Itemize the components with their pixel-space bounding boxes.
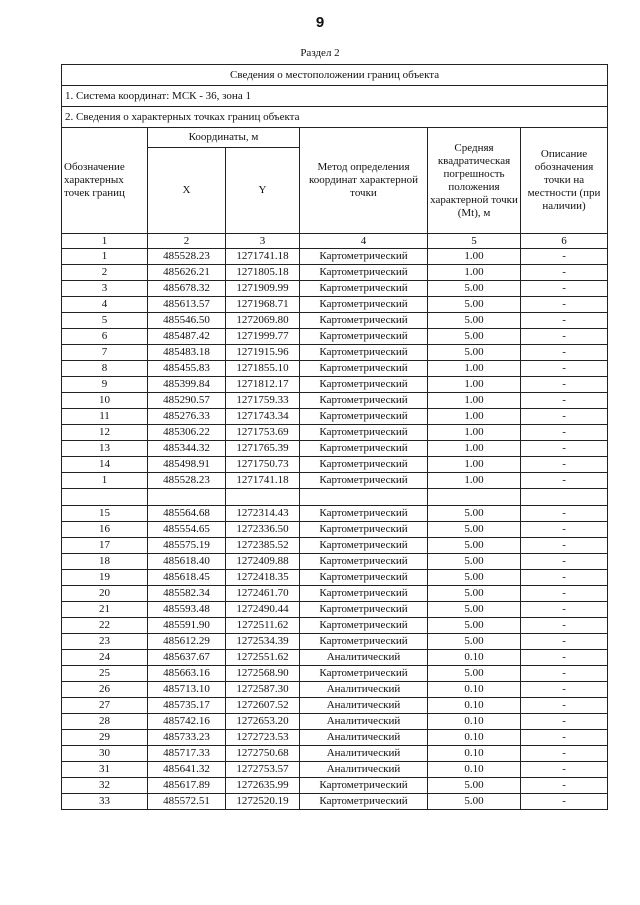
x-cell: 485626.21	[148, 265, 226, 281]
method-cell: Аналитический	[300, 698, 428, 714]
y-cell: 1272490.44	[226, 602, 300, 618]
point-number-cell: 17	[62, 538, 148, 554]
error-cell: 5.00	[428, 297, 521, 313]
description-cell: -	[521, 634, 608, 650]
y-cell: 1272723.53	[226, 730, 300, 746]
point-number-cell: 2	[62, 265, 148, 281]
y-cell: 1271759.33	[226, 393, 300, 409]
y-cell: 1272385.52	[226, 538, 300, 554]
description-cell: -	[521, 618, 608, 634]
error-cell: 1.00	[428, 441, 521, 457]
x-cell: 485344.32	[148, 441, 226, 457]
x-cell: 485528.23	[148, 473, 226, 489]
table-row	[62, 329, 608, 345]
table-row	[62, 746, 608, 762]
method-cell	[300, 489, 428, 506]
y-cell: 1272314.43	[226, 506, 300, 522]
method-cell: Аналитический	[300, 682, 428, 698]
x-cell: 485735.17	[148, 698, 226, 714]
description-cell: -	[521, 441, 608, 457]
x-cell: 485613.57	[148, 297, 226, 313]
point-number-cell: 24	[62, 650, 148, 666]
table-row	[62, 778, 608, 794]
table-row	[62, 297, 608, 313]
header-error: Средняя квадратическая погрешность положения характерной точки (Mt), м	[428, 128, 521, 234]
error-cell: 1.00	[428, 457, 521, 473]
x-cell: 485618.40	[148, 554, 226, 570]
y-cell: 1271741.18	[226, 473, 300, 489]
y-cell: 1272635.99	[226, 778, 300, 794]
description-cell: -	[521, 586, 608, 602]
point-number-cell: 9	[62, 377, 148, 393]
method-cell: Картометрический	[300, 377, 428, 393]
description-cell: -	[521, 457, 608, 473]
table-row	[62, 682, 608, 698]
y-cell: 1272750.68	[226, 746, 300, 762]
x-cell: 485717.33	[148, 746, 226, 762]
error-cell: 5.00	[428, 313, 521, 329]
point-number-cell: 33	[62, 794, 148, 810]
method-cell: Картометрический	[300, 538, 428, 554]
table-row	[62, 473, 608, 489]
description-cell: -	[521, 377, 608, 393]
point-number-cell: 30	[62, 746, 148, 762]
x-cell: 485572.51	[148, 794, 226, 810]
y-cell: 1272520.19	[226, 794, 300, 810]
error-cell: 5.00	[428, 281, 521, 297]
x-cell: 485564.68	[148, 506, 226, 522]
point-number-cell: 26	[62, 682, 148, 698]
point-number-cell	[62, 489, 148, 506]
method-cell: Аналитический	[300, 730, 428, 746]
error-cell: 0.10	[428, 762, 521, 778]
table-row	[62, 409, 608, 425]
column-number: 5	[428, 234, 521, 249]
description-cell: -	[521, 522, 608, 538]
description-cell: -	[521, 345, 608, 361]
x-cell: 485483.18	[148, 345, 226, 361]
section-label: Раздел 2	[300, 47, 340, 59]
point-number-cell: 13	[62, 441, 148, 457]
method-cell: Картометрический	[300, 313, 428, 329]
method-cell: Картометрический	[300, 297, 428, 313]
method-cell: Картометрический	[300, 618, 428, 634]
error-cell: 0.10	[428, 698, 521, 714]
description-cell: -	[521, 794, 608, 810]
x-cell: 485618.45	[148, 570, 226, 586]
x-cell: 485641.32	[148, 762, 226, 778]
boundary-points-table	[61, 64, 608, 810]
method-cell: Картометрический	[300, 506, 428, 522]
method-cell: Картометрический	[300, 634, 428, 650]
y-cell: 1271915.96	[226, 345, 300, 361]
method-cell: Аналитический	[300, 762, 428, 778]
method-cell: Картометрический	[300, 554, 428, 570]
error-cell: 1.00	[428, 265, 521, 281]
x-cell: 485713.10	[148, 682, 226, 698]
description-cell: -	[521, 714, 608, 730]
description-cell: -	[521, 313, 608, 329]
method-cell: Картометрический	[300, 409, 428, 425]
table-row	[62, 522, 608, 538]
points-title: 2. Сведения о характерных точках границ объекта	[62, 107, 608, 128]
point-number-cell: 10	[62, 393, 148, 409]
method-cell: Картометрический	[300, 778, 428, 794]
y-cell: 1271765.39	[226, 441, 300, 457]
description-cell: -	[521, 297, 608, 313]
y-cell: 1272653.20	[226, 714, 300, 730]
page-number: 9	[315, 14, 325, 31]
x-cell: 485663.16	[148, 666, 226, 682]
x-cell: 485554.65	[148, 522, 226, 538]
y-cell: 1272336.50	[226, 522, 300, 538]
error-cell: 0.10	[428, 730, 521, 746]
point-number-cell: 18	[62, 554, 148, 570]
point-number-cell: 11	[62, 409, 148, 425]
header-x: X	[148, 148, 226, 234]
error-cell: 5.00	[428, 634, 521, 650]
table-row	[62, 441, 608, 457]
description-cell: -	[521, 538, 608, 554]
y-cell: 1272418.35	[226, 570, 300, 586]
y-cell: 1272069.80	[226, 313, 300, 329]
header-method: Метод определения координат характерной точки	[300, 128, 428, 234]
table-row	[62, 506, 608, 522]
description-cell: -	[521, 730, 608, 746]
description-cell: -	[521, 473, 608, 489]
table-row	[62, 698, 608, 714]
table-row	[62, 570, 608, 586]
y-cell: 1272461.70	[226, 586, 300, 602]
y-cell: 1271812.17	[226, 377, 300, 393]
y-cell: 1272607.52	[226, 698, 300, 714]
coordinate-system: 1. Система координат: МСК - 36, зона 1	[62, 86, 608, 107]
table-row	[62, 762, 608, 778]
error-cell: 5.00	[428, 522, 521, 538]
table-row	[62, 602, 608, 618]
method-cell: Картометрический	[300, 794, 428, 810]
error-cell: 1.00	[428, 409, 521, 425]
method-cell: Картометрический	[300, 457, 428, 473]
error-cell: 0.10	[428, 650, 521, 666]
description-cell: -	[521, 249, 608, 265]
x-cell: 485637.67	[148, 650, 226, 666]
description-cell	[521, 489, 608, 506]
point-number-cell: 32	[62, 778, 148, 794]
point-number-cell: 1	[62, 473, 148, 489]
y-cell: 1272409.88	[226, 554, 300, 570]
y-cell: 1271753.69	[226, 425, 300, 441]
method-cell: Картометрический	[300, 473, 428, 489]
point-number-cell: 1	[62, 249, 148, 265]
x-cell: 485593.48	[148, 602, 226, 618]
x-cell: 485487.42	[148, 329, 226, 345]
method-cell: Картометрический	[300, 361, 428, 377]
x-cell: 485546.50	[148, 313, 226, 329]
column-number: 4	[300, 234, 428, 249]
x-cell: 485455.83	[148, 361, 226, 377]
x-cell: 485276.33	[148, 409, 226, 425]
y-cell: 1272568.90	[226, 666, 300, 682]
x-cell: 485528.23	[148, 249, 226, 265]
table-row	[62, 538, 608, 554]
error-cell: 0.10	[428, 746, 521, 762]
error-cell: 1.00	[428, 425, 521, 441]
y-cell: 1272753.57	[226, 762, 300, 778]
x-cell: 485678.32	[148, 281, 226, 297]
method-cell: Картометрический	[300, 602, 428, 618]
table-title: Сведения о местоположении границ объекта	[62, 65, 608, 86]
error-cell: 5.00	[428, 554, 521, 570]
error-cell: 5.00	[428, 618, 521, 634]
x-cell: 485290.57	[148, 393, 226, 409]
method-cell: Картометрический	[300, 425, 428, 441]
method-cell: Картометрический	[300, 586, 428, 602]
point-number-cell: 29	[62, 730, 148, 746]
table-row	[62, 265, 608, 281]
point-number-cell: 4	[62, 297, 148, 313]
description-cell: -	[521, 554, 608, 570]
point-number-cell: 25	[62, 666, 148, 682]
point-number-cell: 27	[62, 698, 148, 714]
table-row	[62, 313, 608, 329]
description-cell: -	[521, 329, 608, 345]
description-cell: -	[521, 361, 608, 377]
y-cell: 1272534.39	[226, 634, 300, 650]
x-cell	[148, 489, 226, 506]
point-number-cell: 31	[62, 762, 148, 778]
method-cell: Картометрический	[300, 249, 428, 265]
column-number: 3	[226, 234, 300, 249]
method-cell: Аналитический	[300, 650, 428, 666]
description-cell: -	[521, 746, 608, 762]
y-cell: 1271999.77	[226, 329, 300, 345]
method-cell: Картометрический	[300, 570, 428, 586]
y-cell: 1271743.34	[226, 409, 300, 425]
error-cell: 1.00	[428, 249, 521, 265]
point-number-cell: 19	[62, 570, 148, 586]
column-number: 2	[148, 234, 226, 249]
table-row	[62, 377, 608, 393]
method-cell: Картометрический	[300, 281, 428, 297]
error-cell: 0.10	[428, 682, 521, 698]
header-point: Обозначение характерных точек границ	[62, 128, 148, 234]
table-row	[62, 650, 608, 666]
table-row	[62, 586, 608, 602]
table-row	[62, 345, 608, 361]
table-row	[62, 554, 608, 570]
point-number-cell: 7	[62, 345, 148, 361]
table-row	[62, 489, 608, 506]
method-cell: Картометрический	[300, 666, 428, 682]
description-cell: -	[521, 393, 608, 409]
error-cell: 5.00	[428, 345, 521, 361]
table-row	[62, 281, 608, 297]
x-cell: 485612.29	[148, 634, 226, 650]
table-row	[62, 794, 608, 810]
description-cell: -	[521, 698, 608, 714]
description-cell: -	[521, 682, 608, 698]
error-cell: 5.00	[428, 329, 521, 345]
error-cell: 1.00	[428, 361, 521, 377]
description-cell: -	[521, 650, 608, 666]
x-cell: 485591.90	[148, 618, 226, 634]
table-row	[62, 457, 608, 473]
table-row	[62, 393, 608, 409]
description-cell: -	[521, 265, 608, 281]
point-number-cell: 5	[62, 313, 148, 329]
header-y: Y	[226, 148, 300, 234]
x-cell: 485306.22	[148, 425, 226, 441]
table-row	[62, 730, 608, 746]
column-number: 6	[521, 234, 608, 249]
description-cell: -	[521, 409, 608, 425]
method-cell: Картометрический	[300, 265, 428, 281]
method-cell: Аналитический	[300, 714, 428, 730]
error-cell: 5.00	[428, 602, 521, 618]
error-cell: 5.00	[428, 586, 521, 602]
point-number-cell: 22	[62, 618, 148, 634]
column-number: 1	[62, 234, 148, 249]
x-cell: 485582.34	[148, 586, 226, 602]
x-cell: 485742.16	[148, 714, 226, 730]
error-cell: 5.00	[428, 538, 521, 554]
table-row	[62, 249, 608, 265]
point-number-cell: 12	[62, 425, 148, 441]
error-cell: 1.00	[428, 473, 521, 489]
error-cell	[428, 489, 521, 506]
description-cell: -	[521, 506, 608, 522]
point-number-cell: 6	[62, 329, 148, 345]
table-row	[62, 666, 608, 682]
method-cell: Аналитический	[300, 746, 428, 762]
y-cell: 1272511.62	[226, 618, 300, 634]
description-cell: -	[521, 281, 608, 297]
y-cell: 1272587.30	[226, 682, 300, 698]
point-number-cell: 14	[62, 457, 148, 473]
point-number-cell: 21	[62, 602, 148, 618]
table-row	[62, 425, 608, 441]
point-number-cell: 28	[62, 714, 148, 730]
point-number-cell: 3	[62, 281, 148, 297]
error-cell: 5.00	[428, 570, 521, 586]
method-cell: Картометрический	[300, 345, 428, 361]
point-number-cell: 16	[62, 522, 148, 538]
error-cell: 5.00	[428, 506, 521, 522]
point-number-cell: 23	[62, 634, 148, 650]
y-cell: 1271855.10	[226, 361, 300, 377]
y-cell: 1271968.71	[226, 297, 300, 313]
point-number-cell: 8	[62, 361, 148, 377]
table-row	[62, 634, 608, 650]
description-cell: -	[521, 602, 608, 618]
x-cell: 485617.89	[148, 778, 226, 794]
y-cell: 1271805.18	[226, 265, 300, 281]
error-cell: 5.00	[428, 794, 521, 810]
x-cell: 485733.23	[148, 730, 226, 746]
method-cell: Картометрический	[300, 441, 428, 457]
method-cell: Картометрический	[300, 393, 428, 409]
error-cell: 5.00	[428, 666, 521, 682]
header-description: Описание обозначения точки на местности (при наличии)	[521, 128, 608, 234]
description-cell: -	[521, 570, 608, 586]
point-number-cell: 15	[62, 506, 148, 522]
table-row	[62, 618, 608, 634]
table-body	[62, 249, 608, 810]
header-coords: Координаты, м	[148, 128, 300, 148]
description-cell: -	[521, 666, 608, 682]
error-cell: 1.00	[428, 393, 521, 409]
x-cell: 485575.19	[148, 538, 226, 554]
description-cell: -	[521, 425, 608, 441]
y-cell: 1271750.73	[226, 457, 300, 473]
table-row	[62, 714, 608, 730]
method-cell: Картометрический	[300, 522, 428, 538]
description-cell: -	[521, 778, 608, 794]
error-cell: 1.00	[428, 377, 521, 393]
y-cell: 1271909.99	[226, 281, 300, 297]
y-cell: 1272551.62	[226, 650, 300, 666]
point-number-cell: 20	[62, 586, 148, 602]
y-cell: 1271741.18	[226, 249, 300, 265]
method-cell: Картометрический	[300, 329, 428, 345]
x-cell: 485399.84	[148, 377, 226, 393]
table-row	[62, 361, 608, 377]
error-cell: 0.10	[428, 714, 521, 730]
y-cell	[226, 489, 300, 506]
x-cell: 485498.91	[148, 457, 226, 473]
error-cell: 5.00	[428, 778, 521, 794]
description-cell: -	[521, 762, 608, 778]
